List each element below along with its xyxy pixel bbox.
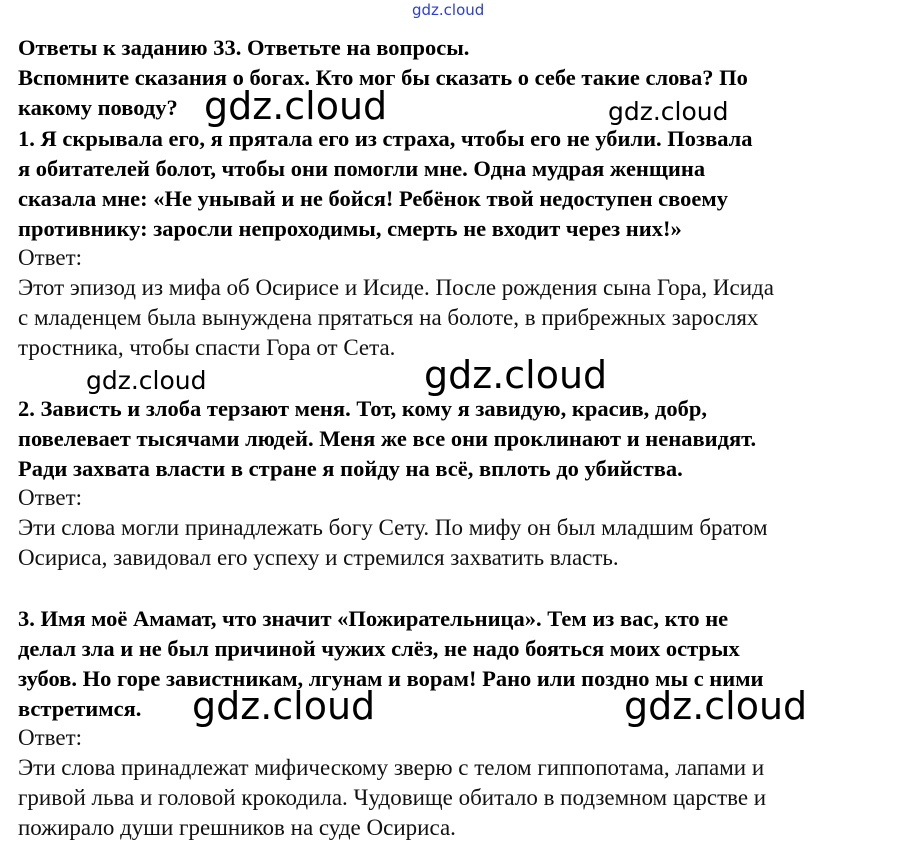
watermark-e: gdz.cloud xyxy=(192,684,376,728)
q1-answer-label: Ответ: xyxy=(18,245,83,270)
q3-answer-label: Ответ: xyxy=(18,725,83,750)
q2-answer-line-2: Осириса, завидовал его успеху и стремился захватить власть. xyxy=(18,545,619,570)
q1-line-2: я обитателей болот, чтобы они помогли мне. Одна мудрая женщина xyxy=(18,156,706,181)
watermark-f: gdz.cloud xyxy=(624,684,808,728)
q1-answer-line-3: тростника, чтобы спасти Гора от Сета. xyxy=(18,335,396,360)
q2-line-3: Ради захвата власти в стране я пойду на всё, вплоть до убийства. xyxy=(18,456,683,481)
watermark-b: gdz.cloud xyxy=(608,97,729,126)
watermark-d: gdz.cloud xyxy=(424,353,608,397)
q1-line-3: сказала мне: «Не унывай и не бойся! Ребёнок твой недоступен своему xyxy=(18,186,728,211)
q1-answer-line-2: с младенцем была вынуждена прятаться на болоте, в прибрежных зарослях xyxy=(18,305,759,330)
q3-line-1: 3. Имя моё Амамат, что значит «Пожирательница». Тем из вас, кто не xyxy=(18,606,729,631)
header-question-line-1: Вспомните сказания о богах. Кто мог бы сказать о себе такие слова? По xyxy=(18,65,748,90)
q3-line-2: делал зла и не был причиной чужих слёз, не надо бояться моих острых xyxy=(18,636,740,661)
q1-line-4: противнику: заросли непроходимы, смерть не входит через них!» xyxy=(18,216,682,241)
q3-line-3: зубов. Но горе завистникам, лгунам и ворам! Рано или поздно мы с ними xyxy=(18,666,764,691)
watermark-c: gdz.cloud xyxy=(86,366,207,395)
watermark-a: gdz.cloud xyxy=(204,84,388,128)
q3-line-4: встретимся. xyxy=(18,696,142,721)
q2-answer-label: Ответ: xyxy=(18,485,83,510)
q3-answer-line-1: Эти слова принадлежат мифическому зверю с телом гиппопотама, лапами и xyxy=(18,755,765,780)
q1-line-1: 1. Я скрывала его, я прятала его из страха, чтобы его не убили. Позвала xyxy=(18,126,753,151)
q1-answer-line-1: Этот эпизод из мифа об Осирисе и Исиде. После рождения сына Гора, Исида xyxy=(18,275,774,300)
watermark-top-link[interactable]: gdz.cloud xyxy=(412,1,485,19)
q2-answer-line-1: Эти слова могли принадлежать богу Сету. По мифу он был младшим братом xyxy=(18,515,768,540)
header-title: Ответы к заданию 33. Ответьте на вопросы. xyxy=(18,35,470,60)
header-question-line-2: какому поводу? xyxy=(18,95,178,120)
q2-line-2: повелевает тысячами людей. Меня же все они проклинают и ненавидят. xyxy=(18,426,757,451)
q2-line-1: 2. Зависть и злоба терзают меня. Тот, кому я завидую, красив, добр, xyxy=(18,396,707,421)
q3-answer-line-3: пожирало души грешников на суде Осириса. xyxy=(18,815,456,840)
q3-answer-line-2: гривой льва и головой крокодила. Чудовище обитало в подземном царстве и xyxy=(18,785,767,810)
